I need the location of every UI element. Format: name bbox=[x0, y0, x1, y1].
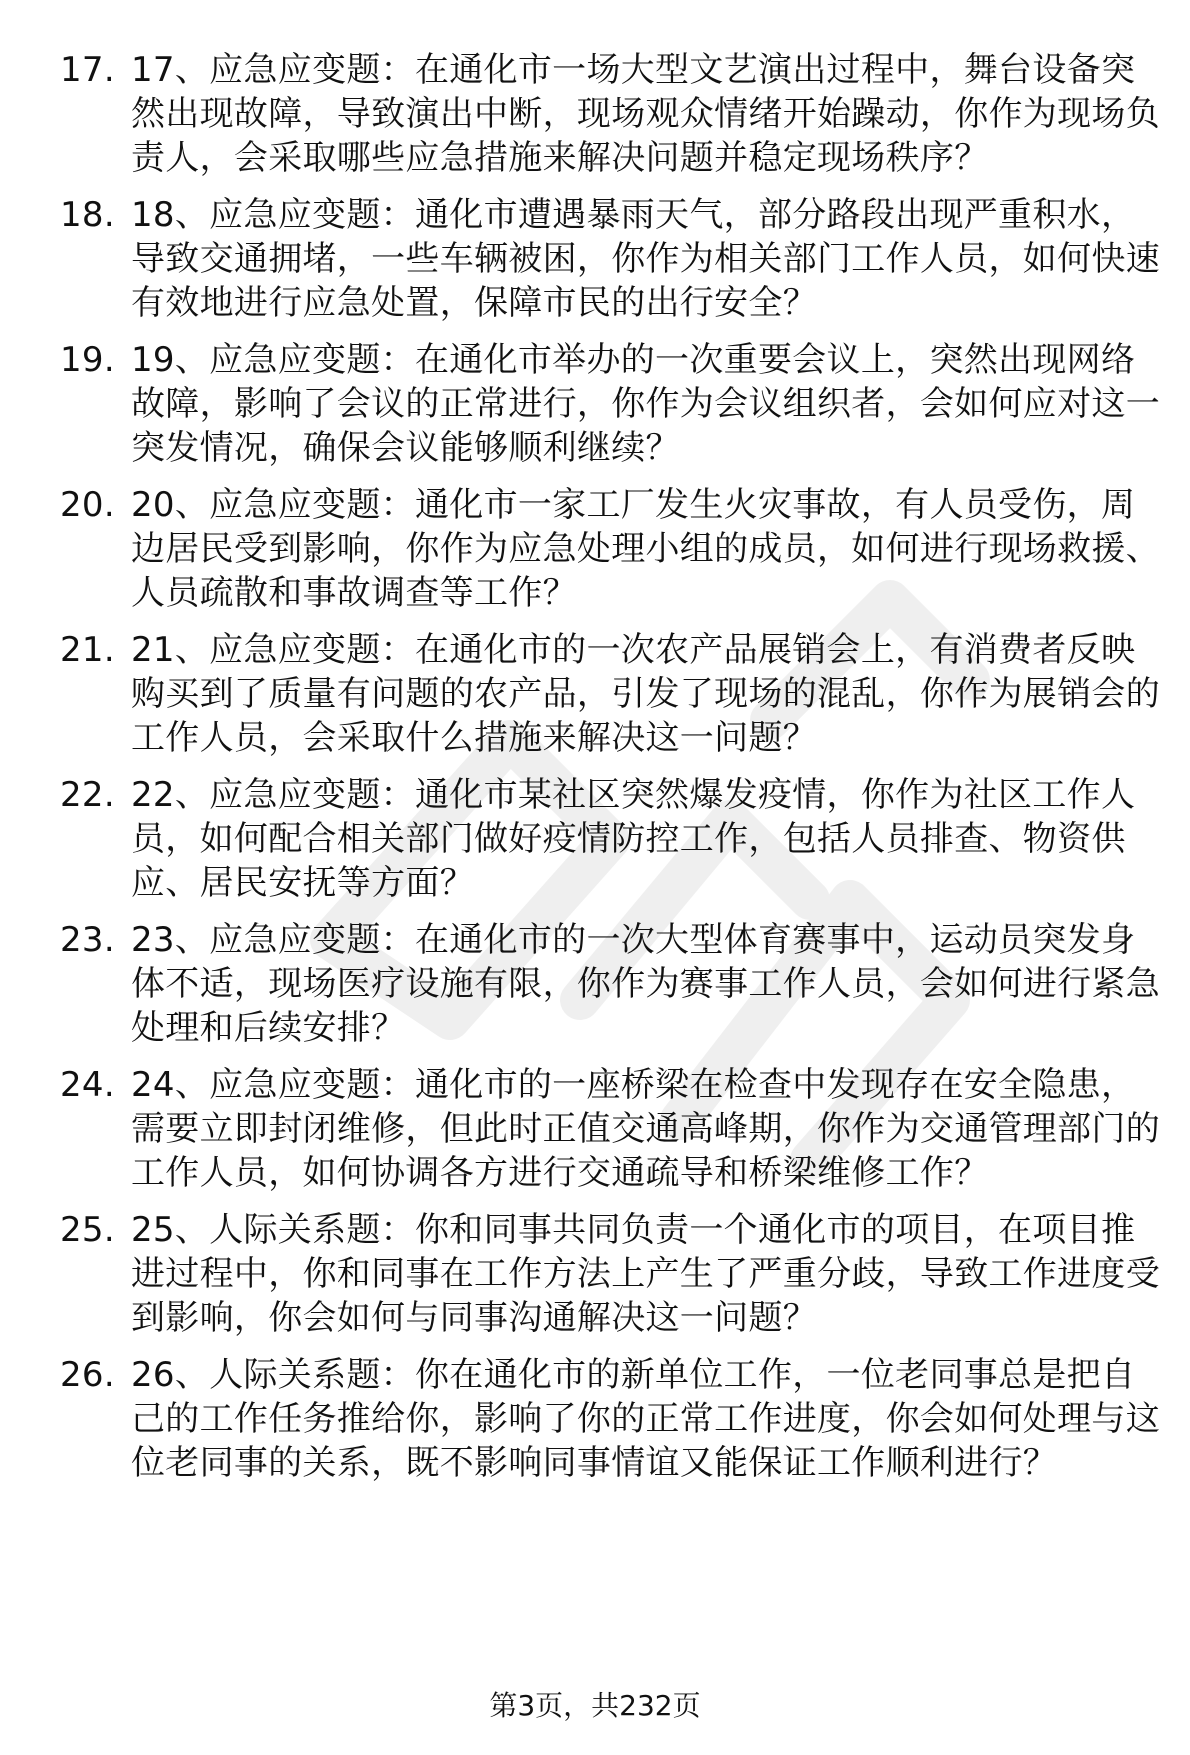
question-item-18 bbox=[60, 193, 1160, 325]
question-text: 22、应急应变题：通化市某社区突然爆发疫情，你作为社区工作人员，如何配合相关部门做好疫情防控工作，包括人员排查、物资供应、居民安抚等方面？ bbox=[131, 775, 1136, 903]
question-number: 19. bbox=[60, 340, 115, 380]
question-number: 25. bbox=[60, 1210, 115, 1250]
question-text: 24、应急应变题：通化市的一座桥梁在检查中发现存在安全隐患，需要立即封闭维修，但此时正值交通高峰期，你作为交通管理部门的工作人员，如何协调各方进行交通疏导和桥梁维修工作？ bbox=[131, 1065, 1160, 1193]
question-item-19 bbox=[60, 338, 1160, 470]
question-item-24 bbox=[60, 1063, 1160, 1195]
question-text: 21、应急应变题：在通化市的一次农产品展销会上，有消费者反映购买到了质量有问题的农产品，引发了现场的混乱，你作为展销会的工作人员，会采取什么措施来解决这一问题？ bbox=[131, 630, 1160, 758]
question-number: 26. bbox=[60, 1355, 115, 1395]
question-item-25 bbox=[60, 1208, 1160, 1340]
question-number: 17. bbox=[60, 50, 115, 90]
question-item-26 bbox=[60, 1353, 1160, 1485]
question-item-23 bbox=[60, 918, 1160, 1050]
question-number: 18. bbox=[60, 195, 115, 235]
question-list bbox=[60, 48, 1160, 1498]
page-number-label: 第3页，共232页 bbox=[489, 1689, 701, 1722]
question-item-22 bbox=[60, 773, 1160, 905]
page-footer bbox=[0, 1688, 1190, 1724]
question-text: 18、应急应变题：通化市遭遇暴雨天气，部分路段出现严重积水，导致交通拥堵，一些车辆被困，你作为相关部门工作人员，如何快速有效地进行应急处置，保障市民的出行安全？ bbox=[131, 195, 1160, 323]
question-number: 22. bbox=[60, 775, 115, 815]
question-number: 24. bbox=[60, 1065, 115, 1105]
question-text: 17、应急应变题：在通化市一场大型文艺演出过程中，舞台设备突然出现故障，导致演出中断，现场观众情绪开始躁动，你作为现场负责人，会采取哪些应急措施来解决问题并稳定现场秩序？ bbox=[131, 50, 1160, 178]
question-item-21 bbox=[60, 628, 1160, 760]
question-text: 25、人际关系题：你和同事共同负责一个通化市的项目，在项目推进过程中，你和同事在工作方法上产生了严重分歧，导致工作进度受到影响，你会如何与同事沟通解决这一问题？ bbox=[131, 1210, 1160, 1338]
question-text: 20、应急应变题：通化市一家工厂发生火灾事故，有人员受伤，周边居民受到影响，你作为应急处理小组的成员，如何进行现场救援、人员疏散和事故调查等工作？ bbox=[131, 485, 1160, 613]
question-number: 21. bbox=[60, 630, 115, 670]
question-text: 19、应急应变题：在通化市举办的一次重要会议上，突然出现网络故障，影响了会议的正常进行，你作为会议组织者，会如何应对这一突发情况，确保会议能够顺利继续？ bbox=[131, 340, 1160, 468]
question-number: 20. bbox=[60, 485, 115, 525]
question-item-17 bbox=[60, 48, 1160, 180]
question-item-20 bbox=[60, 483, 1160, 615]
question-text: 23、应急应变题：在通化市的一次大型体育赛事中，运动员突发身体不适，现场医疗设施有限，你作为赛事工作人员，会如何进行紧急处理和后续安排？ bbox=[131, 920, 1160, 1048]
question-text: 26、人际关系题：你在通化市的新单位工作，一位老同事总是把自己的工作任务推给你，影响了你的正常工作进度，你会如何处理与这位老同事的关系，既不影响同事情谊又能保证工作顺利进行？ bbox=[131, 1355, 1160, 1483]
question-number: 23. bbox=[60, 920, 115, 960]
